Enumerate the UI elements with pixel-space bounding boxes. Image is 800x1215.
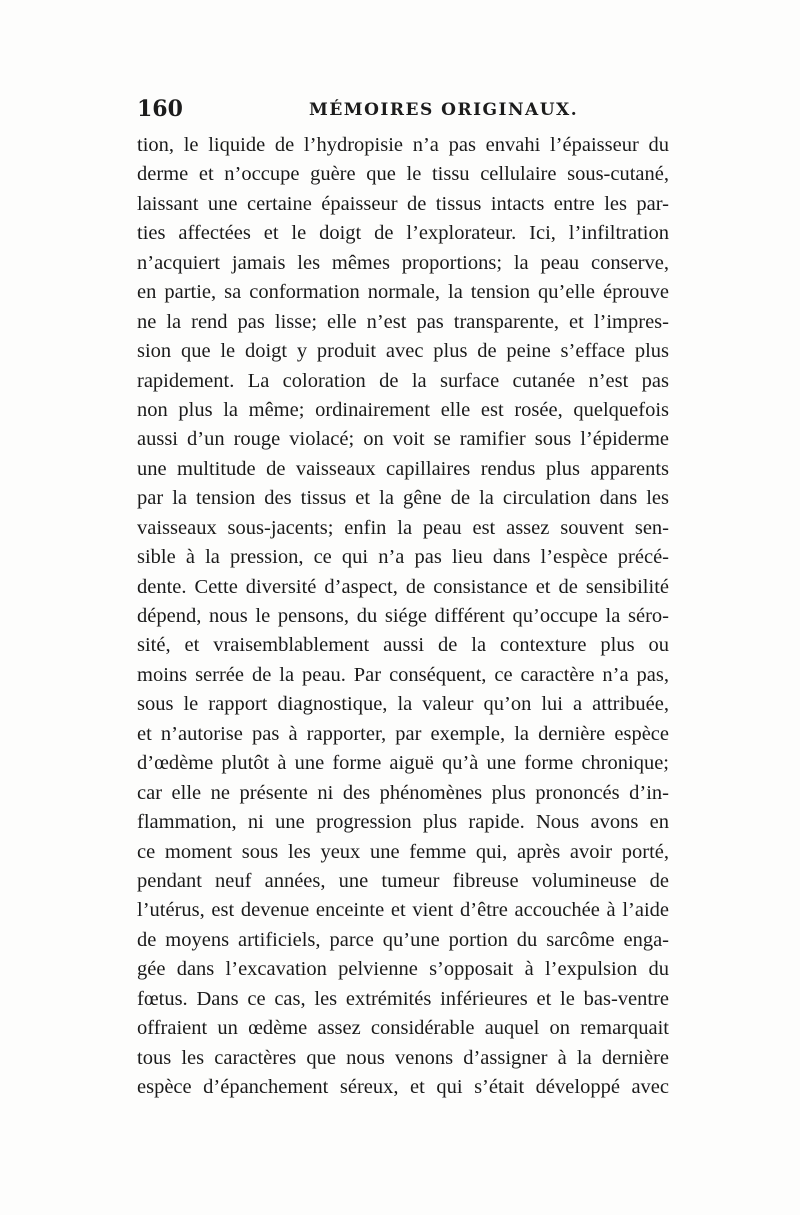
text-line: gée dans l’excavation pelvienne s’opposait à l’expulsion du [137, 958, 669, 981]
text-line: l’utérus, est devenue enceinte et vient d’être accouchée à l’aide [137, 899, 669, 922]
text-line: derme et n’occupe guère que le tissu cellulaire sous-cutané, [137, 163, 669, 186]
text-line: offraient un œdème assez considérable auquel on remarquait [137, 1017, 669, 1040]
text-line: car elle ne présente ni des phénomènes plus prononcés d’in- [137, 781, 669, 804]
text-line: sous le rapport diagnostique, la valeur qu’on lui a attribuée, [137, 693, 669, 716]
text-line: pendant neuf années, une tumeur fibreuse volumineuse de [137, 869, 669, 892]
text-line: sible à la pression, ce qui n’a pas lieu dans l’espèce précé- [137, 546, 669, 569]
text-line: aussi d’un rouge violacé; on voit se ramifier sous l’épiderme [137, 428, 669, 451]
text-line: ne la rend pas lisse; elle n’est pas transparente, et l’impres- [137, 310, 669, 333]
text-line: n’acquiert jamais les mêmes proportions; la peau conserve, [137, 251, 669, 274]
body-text [137, 131, 669, 1102]
text-line: dépend, nous le pensons, du siége différent qu’occupe la séro- [137, 605, 669, 627]
text-line: espèce d’épanchement séreux, et qui s’était développé avec [137, 1076, 669, 1098]
text-line: de moyens artificiels, parce qu’une portion du sarcôme enga- [137, 928, 669, 951]
text-line: en partie, sa conformation normale, la tension qu’elle éprouve [137, 281, 669, 304]
text-line: une multitude de vaisseaux capillaires rendus plus apparents [137, 457, 669, 480]
text-line: d’œdème plutôt à une forme aiguë qu’à une forme chronique; [137, 752, 669, 775]
text-line: tous les caractères que nous venons d’assigner à la dernière [137, 1046, 669, 1069]
text-line: rapidement. La coloration de la surface cutanée n’est pas [137, 369, 669, 392]
page-number: 160 [137, 96, 183, 122]
text-line: sion que le doigt y produit avec plus de peine s’efface plus [137, 340, 669, 363]
text-line: tion, le liquide de l’hydropisie n’a pas envahi l’épaisseur du [137, 134, 669, 156]
text-line: sité, et vraisemblablement aussi de la contexture plus ou [137, 634, 669, 657]
text-line: et n’autorise pas à rapporter, par exemple, la dernière espèce [137, 722, 669, 745]
text-line: non plus la même; ordinairement elle est rosée, quelquefois [137, 398, 669, 421]
text-line: flammation, ni une progression plus rapide. Nous avons en [137, 811, 669, 834]
text-line: ce moment sous les yeux une femme qui, après avoir porté, [137, 840, 669, 863]
text-line: ties affectées et le doigt de l’explorateur. Ici, l’infiltration [137, 222, 669, 245]
text-line: moins serrée de la peau. Par conséquent, ce caractère n’a pas, [137, 663, 669, 686]
running-title: MÉMOIRES ORIGINAUX. [309, 100, 579, 120]
text-line: laissant une certaine épaisseur de tissus intacts entre les par- [137, 192, 669, 215]
text-line: vaisseaux sous-jacents; enfin la peau est assez souvent sen- [137, 516, 669, 539]
running-head [137, 94, 669, 130]
text-line: par la tension des tissus et la gêne de la circulation dans les [137, 487, 669, 510]
text-line: fœtus. Dans ce cas, les extrémités inférieures et le bas-ventre [137, 987, 669, 1010]
text-line: dente. Cette diversité d’aspect, de consistance et de sensibilité [137, 575, 669, 598]
